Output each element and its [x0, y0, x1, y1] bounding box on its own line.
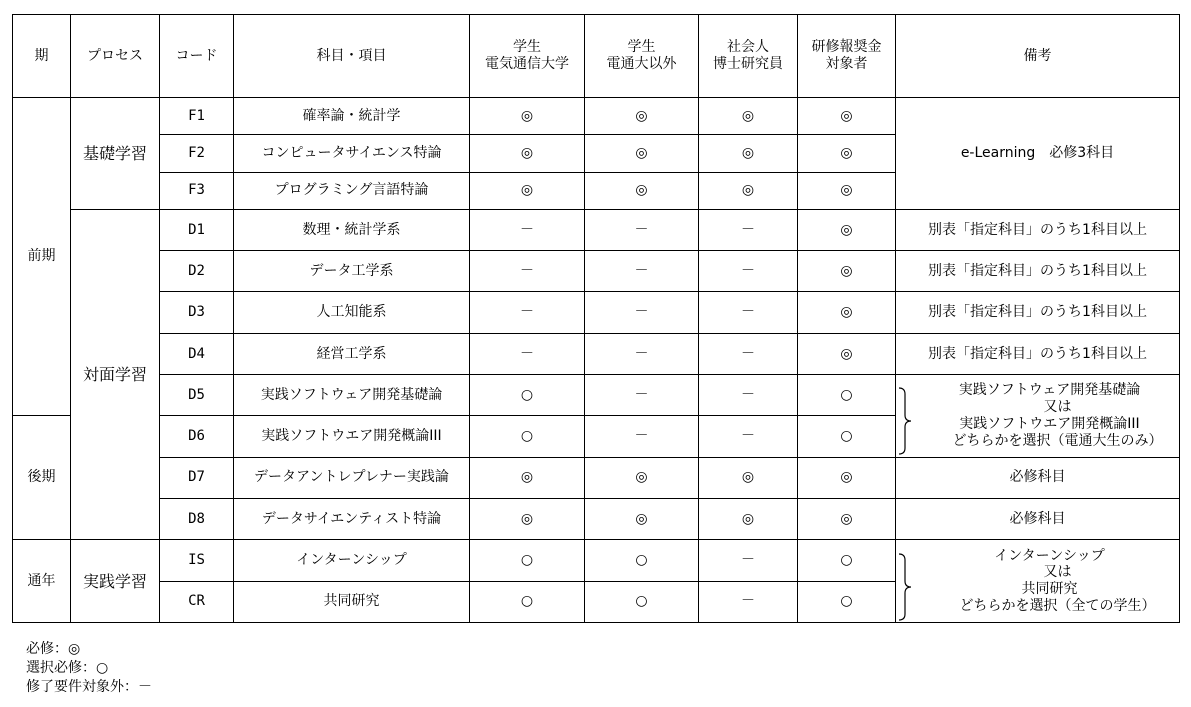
legend-excluded: 修了要件対象外：－: [26, 679, 152, 695]
note-line: 実践ソフトウエア開発概論III: [959, 415, 1140, 432]
header-non-uec-line1: 学生: [627, 39, 656, 56]
header-grant-line2: 対象者: [825, 56, 868, 72]
header-code: コード: [160, 15, 234, 98]
mark-non-uec: ◎: [585, 135, 699, 172]
note-line: どちらかを選択（全ての学生）: [959, 597, 1156, 614]
subject-cell: 確率論・統計学: [234, 98, 470, 135]
header-subject: 科目・項目: [234, 15, 470, 98]
mark-non-uec: －: [585, 333, 699, 374]
code-cell: D8: [160, 499, 234, 540]
mark-non-uec: －: [585, 416, 699, 457]
header-worker-line2: 博士研究員: [713, 56, 783, 72]
code-cell: D7: [160, 457, 234, 498]
header-uec: [470, 15, 585, 98]
code-cell: IS: [160, 540, 234, 581]
code-cell: F3: [160, 172, 234, 209]
header-uec-line2: 電気通信大学: [485, 56, 569, 72]
mark-grant: ○: [798, 416, 896, 457]
header-uec-line1: 学生: [513, 39, 541, 56]
code-cell: D1: [160, 209, 234, 250]
mark-worker: ◎: [699, 457, 798, 498]
note-line: 又は: [1043, 564, 1072, 581]
header-period: 期: [13, 15, 71, 98]
subject-cell: コンピュータサイエンス特論: [234, 135, 470, 172]
note-line: 共同研究: [1021, 581, 1078, 598]
mark-non-uec: －: [585, 375, 699, 416]
header-row: [13, 15, 1180, 98]
code-cell: D6: [160, 416, 234, 457]
mark-non-uec: ◎: [585, 457, 699, 498]
process-face: 対面学習: [71, 209, 160, 540]
table-row: [13, 292, 1180, 333]
mark-grant: ◎: [798, 98, 896, 135]
header-remarks: 備考: [896, 15, 1180, 98]
table-row: [13, 251, 1180, 292]
mark-non-uec: ◎: [585, 98, 699, 135]
code-cell: F1: [160, 98, 234, 135]
code-cell: D5: [160, 375, 234, 416]
subject-cell: プログラミング言語特論: [234, 172, 470, 209]
mark-uec: －: [470, 251, 585, 292]
mark-worker: －: [699, 251, 798, 292]
mark-uec: ◎: [470, 98, 585, 135]
code-cell: CR: [160, 581, 234, 622]
mark-worker: －: [699, 416, 798, 457]
mark-uec: ◎: [470, 172, 585, 209]
header-process: プロセス: [71, 15, 160, 98]
note-d5-d6: [896, 375, 1180, 458]
mark-uec: ○: [470, 416, 585, 457]
header-grant: [798, 15, 896, 98]
curriculum-table: [12, 14, 1180, 623]
period-second: 後期: [13, 416, 71, 540]
bracket-group: [896, 548, 1179, 615]
header-non-uec: [585, 15, 699, 98]
table-row: [13, 98, 1180, 135]
note-line: どちらかを選択（電通大生のみ）: [952, 432, 1163, 449]
mark-uec: ○: [470, 540, 585, 581]
brace-icon: [898, 386, 912, 456]
legend-elective-required: 選択必修：○: [26, 660, 109, 676]
table-row: [13, 333, 1180, 374]
brace-icon: [898, 552, 912, 622]
subject-cell: 数理・統計学系: [234, 209, 470, 250]
subject-cell: データアントレプレナー実践論: [234, 457, 470, 498]
table-row: [13, 457, 1180, 498]
mark-grant: ◎: [798, 292, 896, 333]
table-row: [13, 209, 1180, 250]
mark-non-uec: ◎: [585, 172, 699, 209]
mark-uec: －: [470, 333, 585, 374]
code-cell: D2: [160, 251, 234, 292]
mark-worker: ◎: [699, 98, 798, 135]
mark-worker: －: [699, 375, 798, 416]
header-worker: [699, 15, 798, 98]
mark-uec: ○: [470, 581, 585, 622]
mark-grant: ◎: [798, 172, 896, 209]
process-practice: 実践学習: [71, 540, 160, 623]
mark-non-uec: －: [585, 292, 699, 333]
note-cell: 必修科目: [896, 499, 1180, 540]
code-cell: F2: [160, 135, 234, 172]
mark-worker: －: [699, 333, 798, 374]
bracket-group: [896, 382, 1179, 449]
subject-cell: 人工知能系: [234, 292, 470, 333]
mark-non-uec: ◎: [585, 499, 699, 540]
mark-worker: ◎: [699, 172, 798, 209]
table-row: [13, 540, 1180, 581]
mark-worker: －: [699, 292, 798, 333]
header-worker-line1: 社会人: [727, 39, 769, 56]
mark-non-uec: －: [585, 251, 699, 292]
subject-cell: データサイエンティスト特論: [234, 499, 470, 540]
header-grant-line1: 研修報奨金: [811, 39, 882, 56]
note-is-cr: [896, 540, 1180, 623]
mark-grant: ○: [798, 581, 896, 622]
mark-non-uec: ○: [585, 581, 699, 622]
mark-uec: －: [470, 209, 585, 250]
subject-cell: 実践ソフトウェア開発基礎論: [234, 375, 470, 416]
mark-non-uec: ○: [585, 540, 699, 581]
period-full: 通年: [13, 540, 71, 623]
legend-required: 必修：◎: [26, 641, 81, 657]
mark-grant: ○: [798, 540, 896, 581]
subject-cell: 経営工学系: [234, 333, 470, 374]
mark-grant: ◎: [798, 333, 896, 374]
mark-worker: －: [699, 581, 798, 622]
mark-uec: －: [470, 292, 585, 333]
mark-uec: ◎: [470, 499, 585, 540]
legend: [26, 640, 152, 697]
mark-uec: ◎: [470, 457, 585, 498]
mark-grant: ◎: [798, 457, 896, 498]
code-cell: D3: [160, 292, 234, 333]
note-line: 又は: [1043, 399, 1072, 416]
table-row: [13, 375, 1180, 416]
note-cell: 別表「指定科目」のうち1科目以上: [896, 209, 1180, 250]
mark-grant: ◎: [798, 499, 896, 540]
mark-worker: ◎: [699, 499, 798, 540]
subject-cell: 実践ソフトウエア開発概論III: [234, 416, 470, 457]
note-cell: 別表「指定科目」のうち1科目以上: [896, 251, 1180, 292]
table-row: [13, 499, 1180, 540]
note-line: インターンシップ: [994, 547, 1105, 564]
note-cell: 別表「指定科目」のうち1科目以上: [896, 292, 1180, 333]
code-cell: D4: [160, 333, 234, 374]
subject-cell: データ工学系: [234, 251, 470, 292]
process-basic: 基礎学習: [71, 98, 160, 210]
header-non-uec-line2: 電通大以外: [606, 56, 677, 72]
mark-grant: ◎: [798, 251, 896, 292]
mark-non-uec: －: [585, 209, 699, 250]
mark-uec: ◎: [470, 135, 585, 172]
note-basic: e-Learning 必修3科目: [896, 98, 1180, 210]
mark-worker: －: [699, 209, 798, 250]
note-cell: 必修科目: [896, 457, 1180, 498]
mark-grant: ◎: [798, 135, 896, 172]
mark-grant: ◎: [798, 209, 896, 250]
mark-uec: ○: [470, 375, 585, 416]
mark-worker: ◎: [699, 135, 798, 172]
note-line: 実践ソフトウェア開発基礎論: [958, 382, 1141, 399]
subject-cell: 共同研究: [234, 581, 470, 622]
period-first: 前期: [13, 98, 71, 416]
mark-grant: ○: [798, 375, 896, 416]
mark-worker: －: [699, 540, 798, 581]
note-cell: 別表「指定科目」のうち1科目以上: [896, 333, 1180, 374]
subject-cell: インターンシップ: [234, 540, 470, 581]
